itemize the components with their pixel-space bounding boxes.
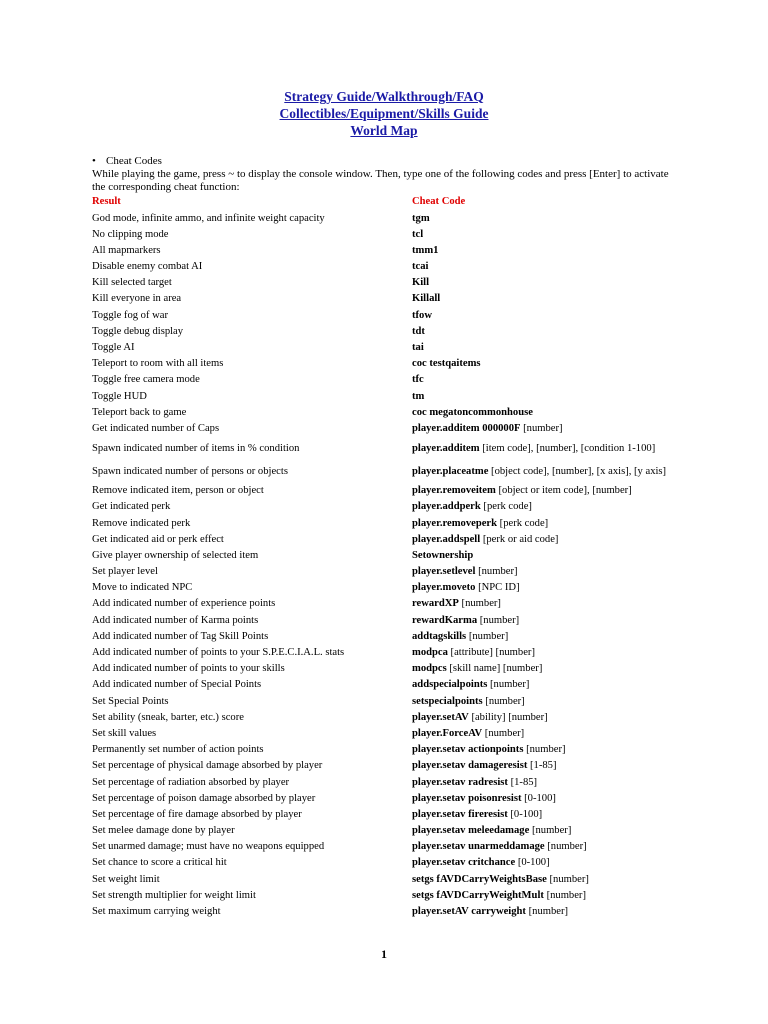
result-cell: Add indicated number of Special Points: [92, 679, 262, 691]
result-cell: Get indicated aid or perk effect: [92, 533, 224, 545]
cheat-code-cell: [412, 307, 672, 323]
cheat-code: tdt: [412, 325, 425, 337]
cheat-code-cell: [412, 388, 672, 404]
table-row: [92, 259, 672, 275]
cheat-code-cell: [412, 596, 672, 612]
table-row: [92, 823, 672, 839]
table-row: [92, 758, 672, 774]
result-cell: Kill selected target: [92, 277, 172, 289]
cheat-code: tgm: [412, 212, 430, 224]
result-cell: Set strength multiplier for weight limit: [92, 889, 256, 901]
section-title: Cheat Codes: [106, 155, 162, 167]
cheat-code-cell: [412, 515, 672, 531]
cheat-code-cell: [412, 548, 672, 564]
result-cell: God mode, infinite ammo, and infinite weight capacity: [92, 212, 325, 224]
result-cell: Add indicated number of Tag Skill Points: [92, 630, 269, 642]
table-row: [92, 790, 672, 806]
cheat-args: [number]: [525, 906, 569, 918]
cheat-code: setgs fAVDCarryWeightMult: [412, 889, 544, 901]
cheat-code: player.setlevel: [412, 566, 476, 578]
cheat-code-cell: [412, 564, 672, 580]
result-cell: Set Special Points: [92, 695, 169, 707]
result-cell: Add indicated number of experience points: [92, 598, 276, 610]
cheat-code: setgs fAVDCarryWeightsBase: [412, 873, 547, 885]
cheat-args: [number]: [477, 614, 520, 626]
cheat-code: tm: [412, 390, 425, 402]
cheat-code-cell: [412, 661, 672, 677]
cheat-code: rewardXP: [412, 598, 459, 610]
table-row: [92, 531, 672, 547]
cheat-code: player.setav poisonresist: [412, 792, 522, 804]
cheat-code-cell: [412, 356, 672, 372]
cheat-args: [perk code]: [497, 517, 549, 529]
cheat-code-cell: [412, 421, 672, 437]
cheat-code: player.setav damageresist: [412, 760, 528, 772]
cheat-code-cell: [412, 324, 672, 340]
cheat-code: player.removeperk: [412, 517, 498, 529]
table-row: [92, 693, 672, 709]
cheat-code: coc testqaitems: [412, 358, 481, 370]
result-cell: Kill everyone in area: [92, 293, 182, 305]
result-cell: Add indicated number of Karma points: [92, 614, 259, 626]
cheat-args: [number]: [482, 727, 525, 739]
cheat-args: [number]: [487, 679, 530, 691]
result-cell: Add indicated number of points to your S.P.E.C.I.A.L. stats: [92, 647, 345, 659]
cheat-code: player.additem: [412, 442, 480, 454]
cheat-args: [number]: [475, 566, 518, 578]
cheat-code-cell: [412, 742, 672, 758]
result-cell: Toggle HUD: [92, 390, 147, 402]
result-cell: Toggle debug display: [92, 325, 184, 337]
table-row: [92, 580, 672, 596]
table-row: [92, 243, 672, 259]
cheat-code: Setownership: [412, 549, 474, 561]
cheat-code-cell: [412, 226, 672, 242]
table-row: [92, 548, 672, 564]
table-row: [92, 888, 672, 904]
cheat-args: [1-85]: [527, 760, 557, 772]
cheat-code: player.setAV carryweight: [412, 906, 526, 918]
table-row: [92, 356, 672, 372]
cheat-code: tai: [412, 342, 424, 354]
cheat-code: player.ForceAV: [412, 727, 483, 739]
cheat-args: [number]: [482, 695, 525, 707]
table-row: [92, 275, 672, 291]
cheat-code: addspecialpoints: [412, 679, 488, 691]
cheat-table: [92, 194, 672, 920]
table-row: [92, 596, 672, 612]
cheat-code: setspecialpoints: [412, 695, 483, 707]
page-number: 1: [381, 947, 387, 961]
cheat-args: [number]: [458, 598, 501, 610]
result-cell: Set percentage of physical damage absorbed by player: [92, 760, 323, 772]
cheat-code: Kill: [412, 277, 430, 289]
cheat-code-cell: [412, 904, 672, 920]
result-cell: Teleport to room with all items: [92, 358, 224, 370]
table-row: [92, 726, 672, 742]
cheat-args: [NPC ID]: [475, 582, 520, 594]
cheat-code-cell: [412, 460, 672, 483]
cheat-code: player.additem 000000F: [412, 422, 521, 434]
cheat-args: [item code], [number], [condition 1-100]: [479, 442, 656, 454]
section-bullet: [92, 155, 162, 168]
result-cell: Disable enemy combat AI: [92, 261, 203, 273]
cheat-args: [attribute] [number]: [447, 647, 535, 659]
table-row: [92, 677, 672, 693]
intro-paragraph: While playing the game, press ~ to display the console window. Then, type one of the following codes and press [Enter] to activate the corresponding cheat function:: [92, 168, 669, 193]
table-row: [92, 404, 672, 420]
cheat-code: addtagskills: [412, 630, 467, 642]
cheat-code: tcl: [412, 228, 424, 240]
result-cell: Set percentage of fire damage absorbed by player: [92, 808, 302, 820]
cheat-code: player.setav actionpoints: [412, 744, 524, 756]
cheat-code-cell: [412, 807, 672, 823]
table-row: [92, 388, 672, 404]
cheat-args: [object or item code], [number]: [495, 485, 632, 497]
table-row: [92, 437, 672, 460]
cheat-code: player.removeitem: [412, 485, 496, 497]
result-cell: Set unarmed damage; must have no weapons equipped: [92, 841, 325, 853]
cheat-args: [number]: [529, 825, 572, 837]
cheat-code: player.moveto: [412, 582, 476, 594]
cheat-args: [number]: [520, 422, 563, 434]
cheat-code-cell: [412, 823, 672, 839]
cheat-code-cell: [412, 774, 672, 790]
table-row: [92, 871, 672, 887]
table-row: [92, 709, 672, 725]
cheat-code: tfc: [412, 374, 424, 386]
result-cell: Set percentage of radiation absorbed by player: [92, 776, 290, 788]
table-row: [92, 226, 672, 242]
link-world-map[interactable]: World Map: [350, 123, 418, 138]
cheat-code-cell: [412, 677, 672, 693]
cheat-args: [number]: [523, 744, 566, 756]
table-row: [92, 612, 672, 628]
table-row: [92, 855, 672, 871]
table-row: [92, 904, 672, 920]
cheat-code-cell: [412, 437, 672, 460]
table-row: [92, 460, 672, 483]
cheat-code: modpca: [412, 647, 448, 659]
cheat-code: coc megatoncommonhouse: [412, 406, 533, 418]
cheat-args: [number]: [544, 841, 587, 853]
cheat-code: tmm1: [412, 244, 439, 256]
cheat-args: [0-100]: [507, 808, 543, 820]
cheat-args: [object code], [number], [x axis], [y axis]: [488, 465, 667, 477]
cheat-code-cell: [412, 839, 672, 855]
cheat-code-cell: [412, 291, 672, 307]
result-cell: Spawn indicated number of persons or objects: [92, 465, 288, 477]
cheat-code: player.setav critchance: [412, 857, 516, 869]
cheat-code: Killall: [412, 293, 441, 305]
cheat-code: tfow: [412, 309, 433, 321]
cheat-args: [0-100]: [521, 792, 556, 804]
table-row: [92, 661, 672, 677]
cheat-code: player.setav radresist: [412, 776, 508, 788]
cheat-code: player.setAV: [412, 711, 469, 723]
table-header-row: [92, 194, 672, 210]
table-row: [92, 629, 672, 645]
result-cell: Spawn indicated number of items in % condition: [92, 442, 300, 454]
cheat-code-cell: [412, 709, 672, 725]
cheat-code-cell: [412, 210, 672, 226]
result-cell: Set maximum carrying weight: [92, 906, 221, 918]
header-result: Result: [92, 196, 121, 208]
cheat-code-cell: [412, 531, 672, 547]
table-row: [92, 421, 672, 437]
cheat-code: tcai: [412, 261, 429, 273]
cheat-args: [perk code]: [480, 501, 532, 513]
cheat-args: [perk or aid code]: [480, 533, 559, 545]
cheat-code: modpcs: [412, 663, 447, 675]
cheat-args: [1-85]: [507, 776, 538, 788]
cheat-code-cell: [412, 580, 672, 596]
table-row: [92, 372, 672, 388]
table-row: [92, 340, 672, 356]
result-cell: Set percentage of poison damage absorbed by player: [92, 792, 316, 804]
table-row: [92, 742, 672, 758]
table-row: [92, 839, 672, 855]
cheat-code-cell: [412, 645, 672, 661]
cheat-code-cell: [412, 259, 672, 275]
cheat-args: [skill name] [number]: [446, 663, 543, 675]
result-cell: Move to indicated NPC: [92, 582, 193, 594]
table-row: [92, 483, 672, 499]
result-cell: Set melee damage done by player: [92, 825, 235, 837]
link-strategy-guide[interactable]: Strategy Guide/Walkthrough/FAQ: [284, 89, 484, 104]
cheat-code: player.placeatme: [412, 465, 489, 477]
result-cell: Remove indicated item, person or object: [92, 485, 264, 497]
table-row: [92, 807, 672, 823]
table-row: [92, 645, 672, 661]
cheat-args: [ability] [number]: [468, 711, 548, 723]
result-cell: Set ability (sneak, barter, etc.) score: [92, 711, 244, 723]
table-row: [92, 515, 672, 531]
cheat-code-cell: [412, 871, 672, 887]
table-row: [92, 499, 672, 515]
cheat-code-cell: [412, 612, 672, 628]
table-row: [92, 564, 672, 580]
cheat-code-cell: [412, 483, 672, 499]
result-cell: Teleport back to game: [92, 406, 187, 418]
result-cell: Get indicated number of Caps: [92, 422, 220, 434]
bullet-icon: •: [92, 155, 96, 167]
cheat-code: player.setav fireresist: [412, 808, 508, 820]
cheat-args: [number]: [466, 630, 509, 642]
cheat-code: player.addspell: [412, 533, 481, 545]
cheat-code-cell: [412, 275, 672, 291]
cheat-code-cell: [412, 693, 672, 709]
result-cell: All mapmarkers: [92, 244, 161, 256]
cheat-args: [0-100]: [515, 857, 550, 869]
header-cheat-code: Cheat Code: [412, 196, 466, 208]
cheat-code-cell: [412, 758, 672, 774]
cheat-code: player.setav unarmeddamage: [412, 841, 545, 853]
cheat-code: player.setav meleedamage: [412, 825, 530, 837]
cheat-code-cell: [412, 629, 672, 645]
cheat-code-cell: [412, 499, 672, 515]
result-cell: Set chance to score a critical hit: [92, 857, 227, 869]
cheat-code-cell: [412, 404, 672, 420]
cheat-code-cell: [412, 243, 672, 259]
cheat-code-cell: [412, 855, 672, 871]
cheat-code: rewardKarma: [412, 614, 478, 626]
result-cell: Get indicated perk: [92, 501, 171, 513]
cheat-code-cell: [412, 888, 672, 904]
result-cell: Toggle free camera mode: [92, 374, 200, 386]
table-row: [92, 291, 672, 307]
cheat-code-cell: [412, 726, 672, 742]
cheat-code: player.addperk: [412, 501, 481, 513]
result-cell: Remove indicated perk: [92, 517, 191, 529]
result-cell: Set player level: [92, 566, 158, 578]
table-row: [92, 210, 672, 226]
result-cell: Add indicated number of points to your skills: [92, 663, 285, 675]
table-row: [92, 774, 672, 790]
result-cell: Toggle AI: [92, 342, 135, 354]
cheat-code-cell: [412, 790, 672, 806]
cheat-args: [number]: [546, 873, 589, 885]
result-cell: Set weight limit: [92, 873, 160, 885]
cheat-code-cell: [412, 372, 672, 388]
result-cell: No clipping mode: [92, 228, 169, 240]
result-cell: Set skill values: [92, 727, 157, 739]
result-cell: Permanently set number of action points: [92, 744, 264, 756]
table-row: [92, 324, 672, 340]
link-collectibles-guide[interactable]: Collectibles/Equipment/Skills Guide: [279, 106, 489, 121]
result-cell: Give player ownership of selected item: [92, 549, 259, 561]
table-row: [92, 307, 672, 323]
nav-links: [0, 88, 768, 139]
cheat-args: [number]: [543, 889, 586, 901]
cheat-code-cell: [412, 340, 672, 356]
result-cell: Toggle fog of war: [92, 309, 169, 321]
